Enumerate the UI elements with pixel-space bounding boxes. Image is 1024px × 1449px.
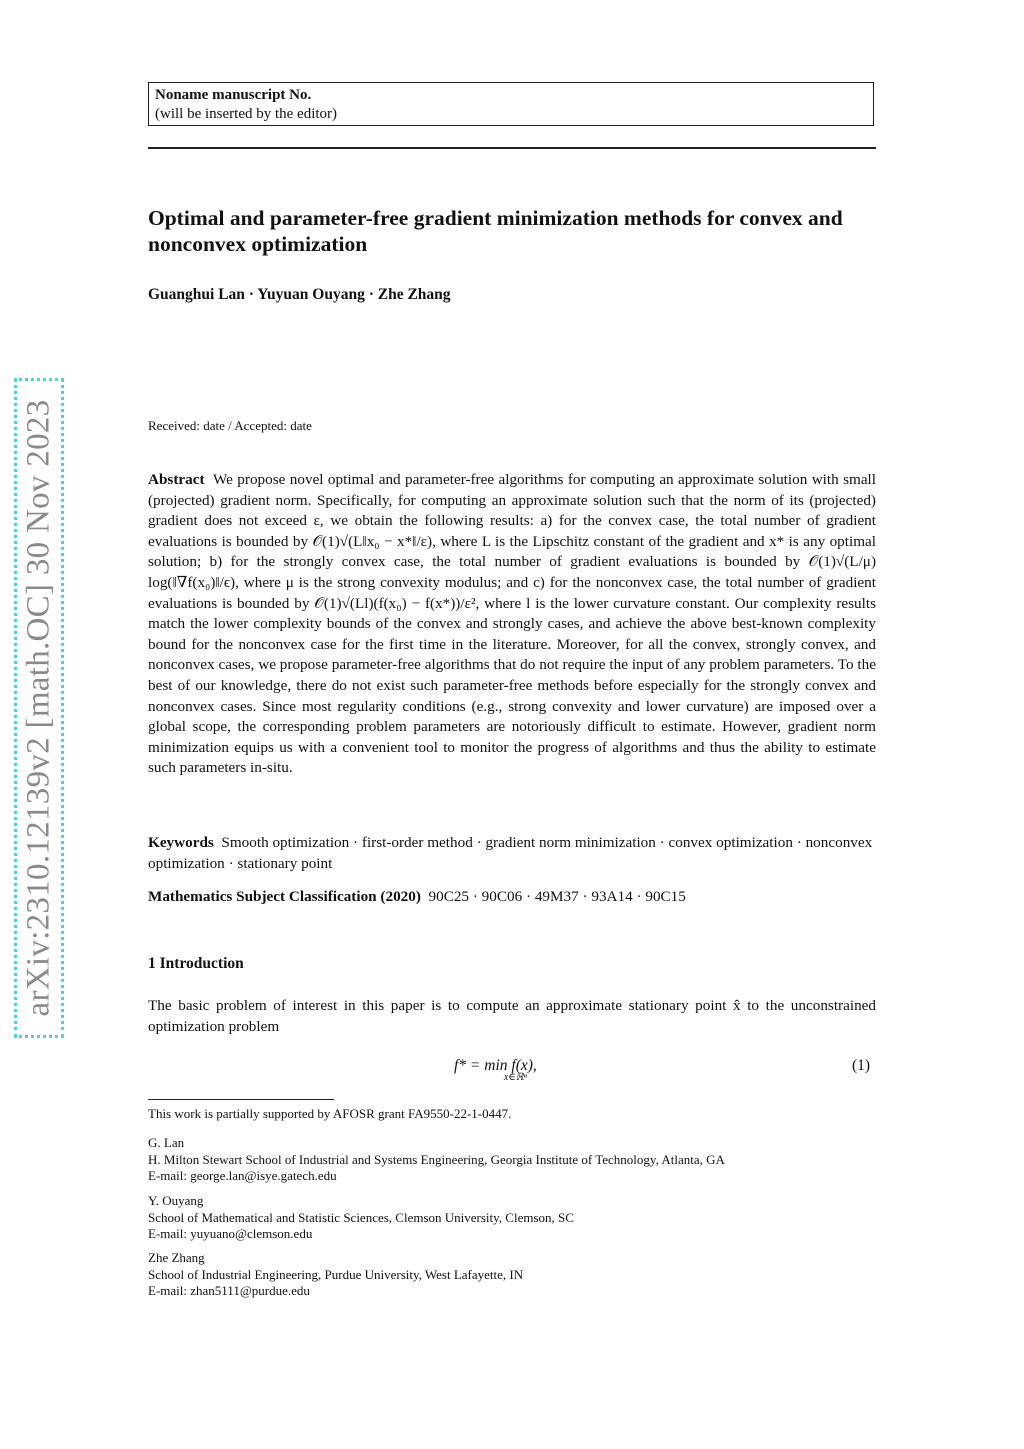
equation-subscript: x∈ℝⁿ — [503, 1072, 527, 1083]
intro-paragraph: The basic problem of interest in this paper is to compute an approximate stationary point x̂ to the unconstrained optimization problem — [148, 997, 876, 1035]
keywords-label: Keywords — [148, 834, 214, 851]
affiliation-name: G. Lan — [148, 1135, 185, 1150]
abstract-label: Abstract — [148, 471, 205, 488]
affiliation-institution: School of Industrial Engineering, Purdue University, West Lafayette, IN — [148, 1266, 524, 1282]
msc-codes: 90C25 · 90C06 · 49M37 · 93A14 · 90C15 — [428, 888, 686, 905]
abstract — [148, 470, 876, 779]
affiliation-institution: H. Milton Stewart School of Industrial and Systems Engineering, Georgia Institute of Technology, Atlanta, GA — [148, 1151, 725, 1167]
affiliation-zhang — [148, 1250, 523, 1300]
affiliation-email: E-mail: george.lan@isye.gatech.edu — [148, 1168, 337, 1183]
affiliation-email: E-mail: yuyuano@clemson.edu — [148, 1226, 313, 1241]
keywords-text: Smooth optimization · first-order method · gradient norm minimization · convex optimization · nonconvex optimization · stationary point — [148, 834, 873, 872]
msc-label: Mathematics Subject Classification (2020) — [148, 888, 421, 905]
affiliation-ouyang — [148, 1193, 574, 1243]
affiliation-email: E-mail: zhan5111@purdue.edu — [148, 1283, 310, 1298]
equation-number: (1) — [852, 1057, 871, 1074]
section-heading-introduction: 1 Introduction — [148, 955, 244, 972]
affiliation-name: Zhe Zhang — [148, 1250, 205, 1265]
manuscript-number: Noname manuscript No. — [155, 87, 312, 103]
arxiv-identifier: arXiv:2310.12139v2 [math.OC] 30 Nov 2023 — [20, 399, 57, 1017]
editor-note: (will be inserted by the editor) — [155, 106, 338, 122]
affiliation-name: Y. Ouyang — [148, 1193, 204, 1208]
equation-body: f* = min f(x), — [454, 1057, 537, 1074]
author-list: Guanghui Lan · Yuyuan Ouyang · Zhe Zhang — [148, 286, 451, 303]
abstract-text: We propose novel optimal and parameter-free algorithms for computing an approximate solution with small (projected) gradient norm. Specifically, for computing an approximate solution such that the norm of its (projected) gradient does not exceed ε, we obtain the following results: a) for the convex case, the total number of gradient evaluations is bounded by 𝒪(1)√(L‖x₀ − x*‖/ε), where L is the Lipschitz constant of the gradient and x* is any optimal solution; b) for the strongly convex case, the total number of gradient evaluations is bounded by 𝒪(1)√(L/μ) log(‖∇f(x₀)‖/ϵ), where μ is the strong convexity modulus; and c) for the nonconvex case, the total number of gradient evaluations is bounded by 𝒪(1)√(Ll)(f(x₀) − f(x*))/ε², where l is the lower curvature constant. Our complexity results match the lower complexity bounds of the convex and strongly cases, and achieve the above best-known complexity bound for the nonconvex case for the first time in the literature. Moreover, for all the convex, strongly convex, and nonconvex cases, we propose parameter-free algorithms that do not require the input of any problem parameters. To the best of our knowledge, there do not exist such parameter-free methods before especially for the strongly convex and nonconvex cases. Since most regularity conditions (e.g., strong convexity and lower curvature) are imposed over a global scope, the corresponding problem parameters are notoriously difficult to estimate. However, gradient norm minimization equips us with a convenient tool to monitor the progress of algorithms and thus the ability to estimate such parameters in-situ. — [148, 471, 876, 777]
affiliation-institution: School of Mathematical and Statistic Sciences, Clemson University, Clemson, SC — [148, 1209, 574, 1225]
funding-footnote: This work is partially supported by AFOSR grant FA9550-22-1-0447. — [148, 1106, 512, 1121]
footnote-rule — [148, 1099, 334, 1100]
arxiv-sidebar-stamp — [14, 378, 64, 1038]
paper-title: Optimal and parameter-free gradient minimization methods for convex and nonconvex optimization — [148, 206, 843, 256]
keywords — [148, 833, 876, 874]
affiliation-lan — [148, 1135, 725, 1185]
received-accepted-dates: Received: date / Accepted: date — [148, 418, 312, 433]
header-rule — [148, 147, 876, 149]
msc-classification — [148, 887, 876, 908]
equation-1 — [454, 1057, 537, 1083]
manuscript-header-box — [148, 82, 874, 126]
